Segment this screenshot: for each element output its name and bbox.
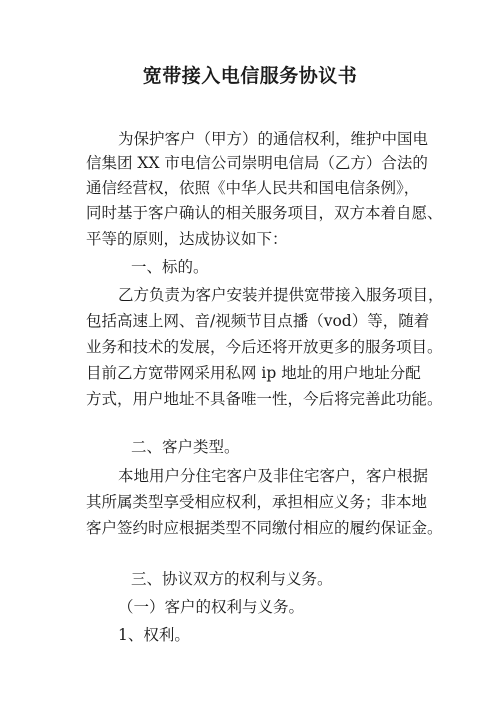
paragraph-line: 同时基于客户确认的相关服务项目，双方本着自愿、 <box>86 204 443 222</box>
document-title: 宽带接入电信服务协议书 <box>142 65 358 87</box>
paragraph-line: 客户签约时应根据类型不同缴付相应的履约保证金。 <box>86 519 443 537</box>
paragraph-line: 包括高速上网、音/视频节目点播（vod）等，随着 <box>86 312 430 330</box>
paragraph-line: 本地用户分住宅客户及非住宅客户，客户根据 <box>118 467 429 485</box>
paragraph-line: 乙方负责为客户安装并提供宽带接入服务项目， <box>118 286 444 304</box>
section-heading: 二、客户类型。 <box>131 438 240 456</box>
paragraph-line: 方式，用户地址不具备唯一性，今后将完善此功能。 <box>86 390 443 408</box>
paragraph-line: 信集团 XX 市电信公司崇明电信局（乙方）合法的 <box>86 154 428 172</box>
paragraph-line: 目前乙方宽带网采用私网 ip 地址的用户地址分配 <box>86 364 421 382</box>
paragraph-line: 平等的原则，达成协议如下： <box>86 230 288 248</box>
paragraph-line: 其所属类型享受相应权利，承担相应义务；非本地 <box>86 493 428 511</box>
paragraph-line: 为保护客户（甲方）的通信权利，维护中国电 <box>118 130 429 148</box>
section-heading: 三、协议双方的权利与义务。 <box>131 570 333 588</box>
paragraph-line: 业务和技术的发展，今后还将开放更多的服务项目。 <box>86 338 443 356</box>
item-heading: 1、权利。 <box>118 626 190 644</box>
subsection-heading: （一）客户的权利与义务。 <box>118 598 305 616</box>
paragraph-line: 通信经营权，依照《中华人民共和国电信条例》， <box>86 179 420 197</box>
section-heading: 一、标的。 <box>131 258 209 276</box>
